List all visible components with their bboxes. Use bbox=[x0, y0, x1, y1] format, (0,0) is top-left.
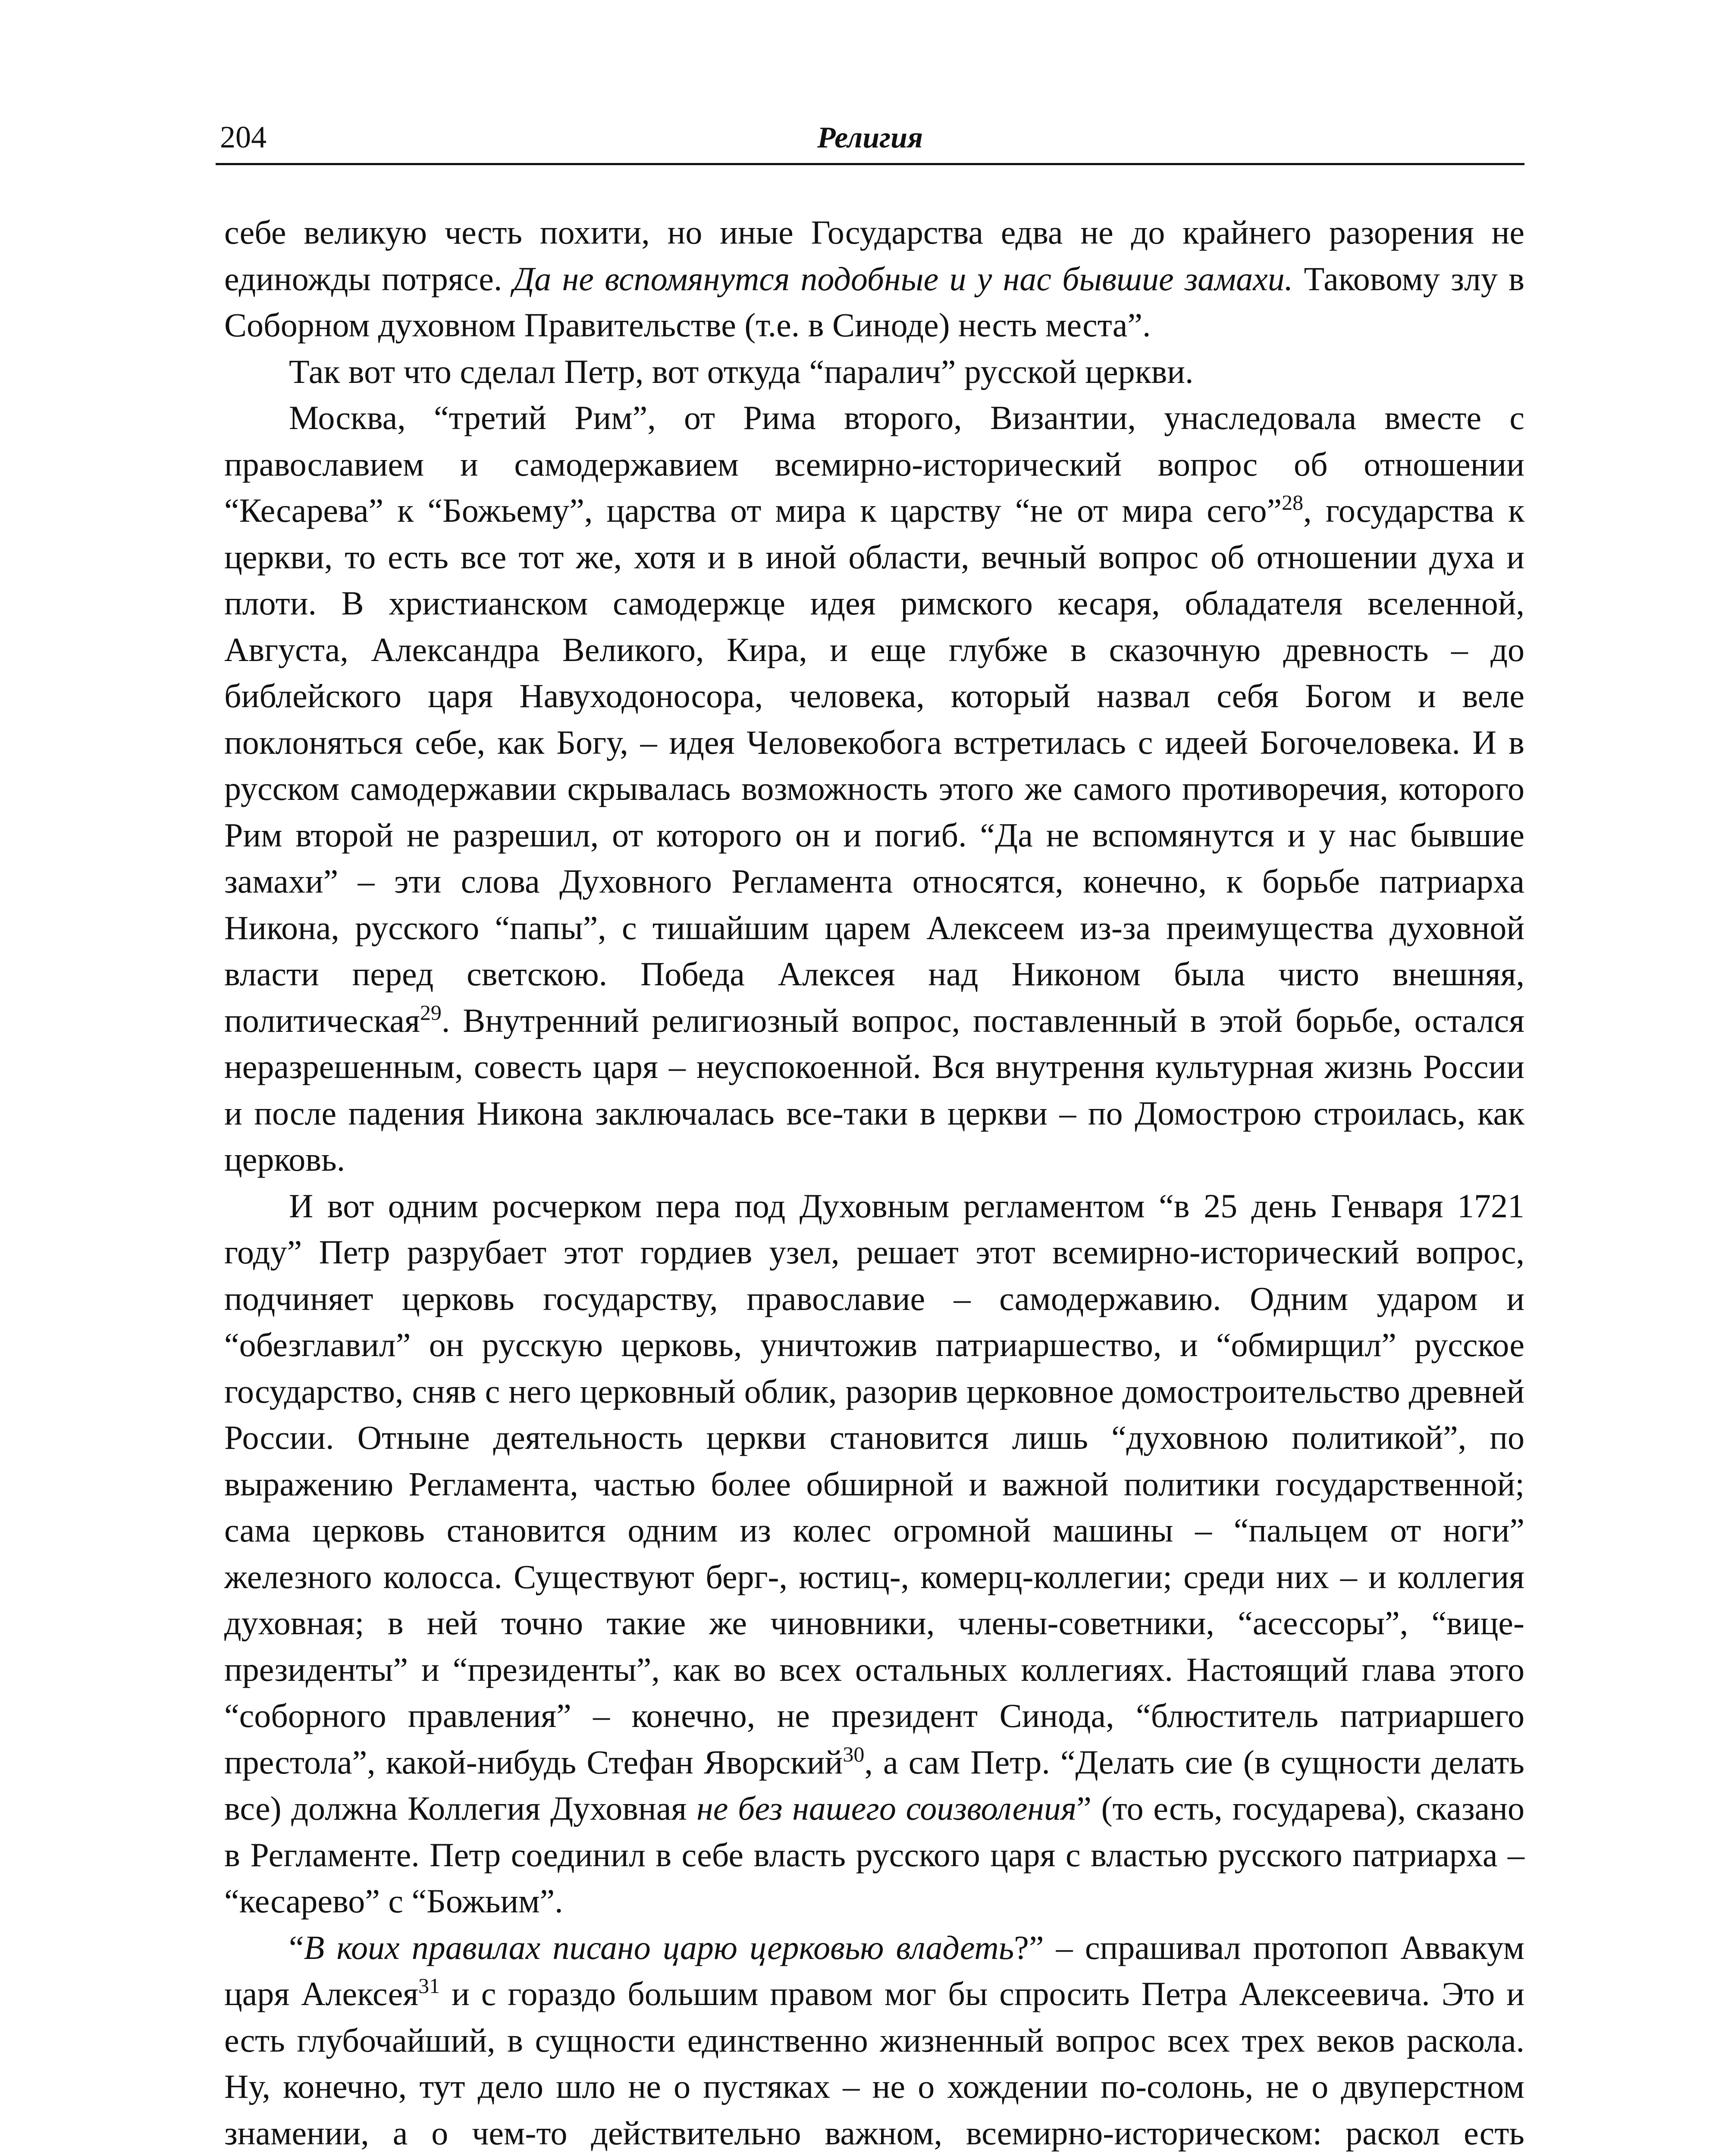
footnote-ref: 28 bbox=[1282, 490, 1304, 514]
footnote-ref: 29 bbox=[420, 1000, 442, 1025]
text-run: ” (то есть, государева), сказано в Регламенте. Петр соединил в себе власть русского царя с властью русского патриарха – “кесарево” с “Божьим”. bbox=[224, 1789, 1524, 1920]
text-run: “ bbox=[289, 1928, 304, 1966]
paragraph bbox=[224, 1183, 1524, 1924]
paragraph bbox=[224, 348, 1524, 395]
text-run: , а сам Петр. “Делать сие (в сущности делать все) должна Коллегия Духовная bbox=[224, 1743, 1525, 1827]
text-run: . Внутренний религиозный вопрос, поставленный в этой борьбе, остался неразрешенным, совесть царя – неуспокоенной. Вся внутрення культурная жизнь России и после падения Никона заключалась все-таки в церкви – по Домострою строилась, как церковь. bbox=[224, 1001, 1524, 1178]
text-run: Таковому злу в Соборном духовном Правительстве (т.е. в Синоде) несть места”. bbox=[224, 260, 1524, 344]
page-number: 204 bbox=[220, 120, 267, 154]
paragraph bbox=[224, 209, 1524, 348]
text-run: и с гораздо большим правом мог бы спросить Петра Алексеевича. Это и есть глубочайший, в сущности единственно жизненный вопрос всех трех веков раскола. Ну, конечно, тут дело шло не о пустяках – не о хождении по-солонь, не о двуперстном знамении, а о чем-то действительно важном, всемирно-историческом: раскол есть bbox=[224, 1975, 1524, 2152]
italic-text: В коих правилах писано царю церковью владеть bbox=[304, 1928, 1014, 1966]
text-run: ?” – спрашивал протопоп Аввакум царя Алексея bbox=[224, 1928, 1525, 2012]
footnote-ref: 31 bbox=[418, 1974, 440, 1998]
italic-text: Да не вспомянутся подобные и у нас бывшие замахи. bbox=[513, 260, 1293, 298]
text-run: Так вот что сделал Петр, вот откуда “паралич” русской церкви. bbox=[289, 352, 1194, 390]
paragraph bbox=[224, 1924, 1524, 2156]
text-run: , государства к церкви, то есть все тот же, хотя и в иной области, вечный вопрос об отношении духа и плоти. В христианском самодержце идея римского кесаря, обладателя вселенной, Августа, Александра Великого, Кира, и еще глубже в сказочную древность – до библейского царя Навуходоносора, человека, который назвал себя Богом и веле поклоняться себе, как Богу, – идея Человекобога встретилась с идеей Богочеловека. И в русском самодержавии скрывалась возможность этого же самого противоречия, которого Рим второй не разрешил, от которого он и погиб. “Да не вспомянутся и у нас бывшие замахи” – эти слова Духовного Регламента относятся, конечно, к борьбе патриарха Никона, русского “папы”, с тишайшим царем Алексеем из-за преимущества духовной власти перед светскою. Победа Алексея над Никоном была чисто внешняя, политическая bbox=[224, 492, 1525, 1039]
running-title: Религия bbox=[817, 121, 923, 154]
text-run: себе великую честь похити, но иные Государства едва не до крайнего разорения не единожды потрясе. bbox=[224, 213, 1524, 298]
text-run: И вот одним росчерком пера под Духовным регламентом “в 25 день Генваря 1721 году” Петр разрубает этот гордиев узел, решает этот всемирно-исторический вопрос, подчиняет церковь государству, православие – самодержавию. Одним ударом и “обезглавил” он русскую церковь, уничтожив патриаршество, и “обмирщил” русское государство, сняв с него церковный облик, разорив церковное домостроительство древней России. Отныне деятельность церкви становится лишь “духовною политикой”, по выражению Регламента, частью более обширной и важной политики государственной; сама церковь становится одним из колес огромной машины – “пальцем от ноги” железного колосса. Существуют берг-, юстиц-, комерц-коллегии; среди них – и коллегия духовная; в ней точно такие же чиновники, члены-советники, “асессоры”, “вице-президенты” и “президенты”, как во всех остальных коллегиях. Настоящий глава этого “соборного правления” – конечно, не президент Синода, “блюститель патриаршего престола”, какой-нибудь Стефан Яворский bbox=[224, 1187, 1524, 1781]
running-head bbox=[216, 116, 1524, 165]
text-run: Москва, “третий Рим”, от Рима второго, Византии, унаследовала вместе с православием и самодержавием всемирно-исторический вопрос об отношении “Кесарева” к “Божьему”, царства от мира к царству “не от мира сего” bbox=[224, 399, 1524, 529]
italic-text: не без нашего соизволения bbox=[696, 1789, 1077, 1827]
footnote-ref: 30 bbox=[843, 1742, 865, 1766]
paragraph bbox=[224, 395, 1524, 1183]
body-text bbox=[224, 209, 1524, 2156]
